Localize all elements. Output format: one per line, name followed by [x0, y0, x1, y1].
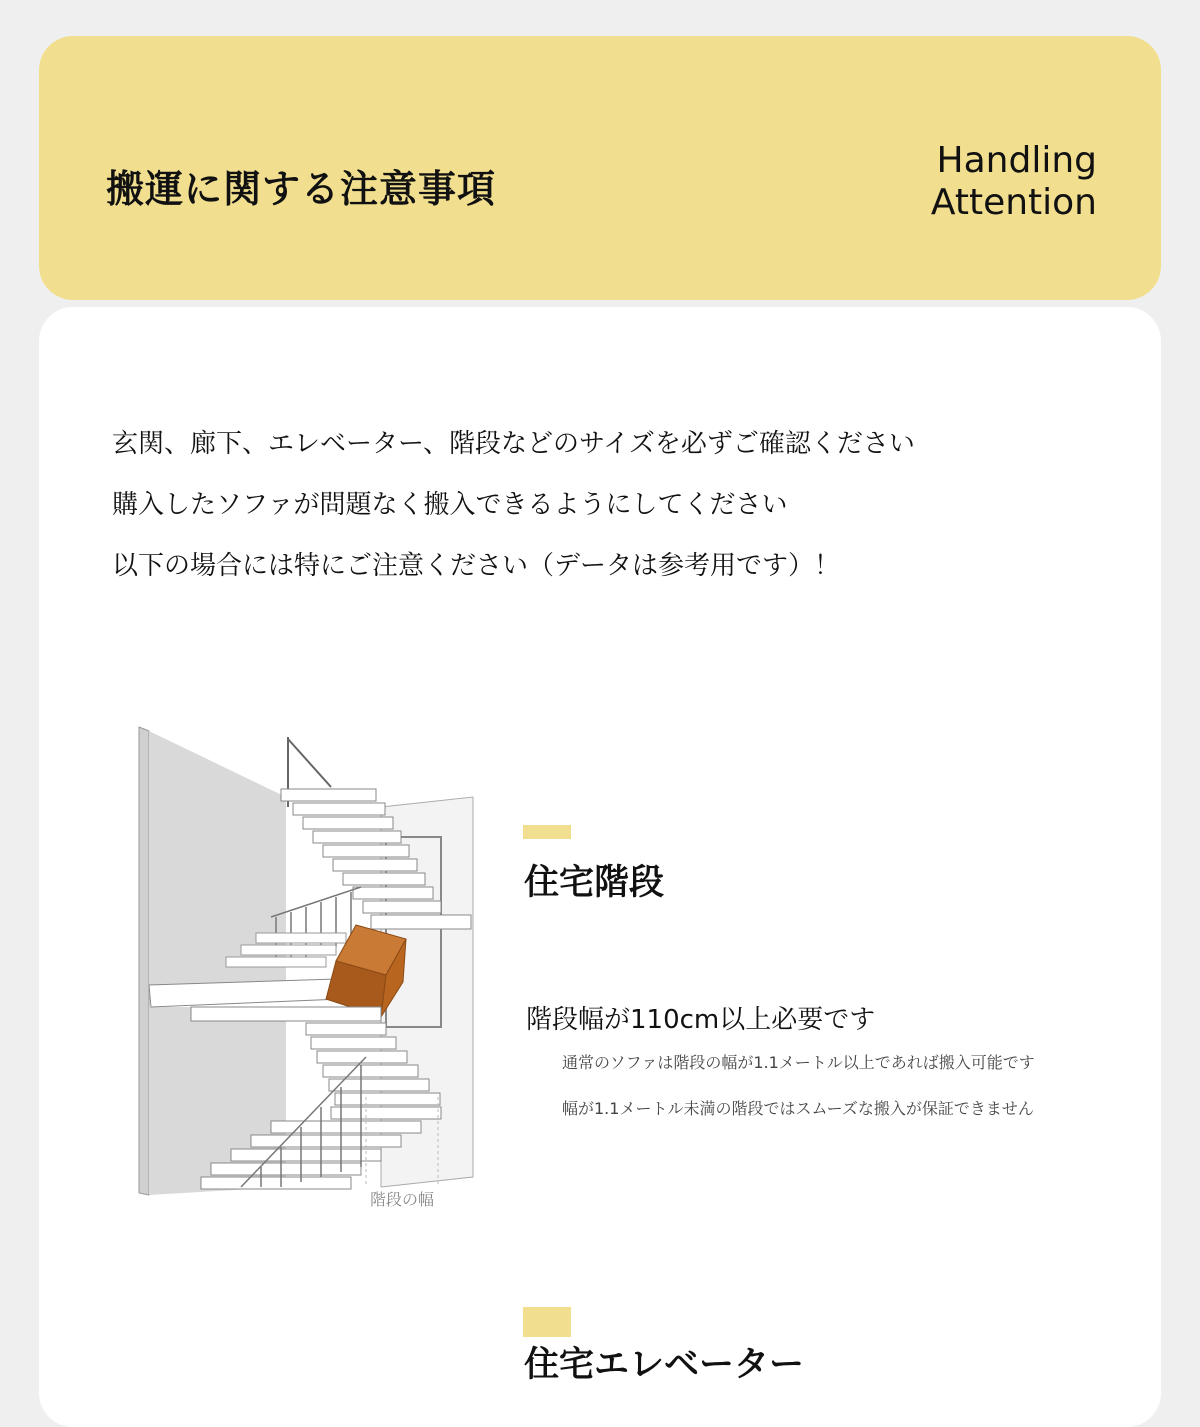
elevator-section-title: 住宅エレベーター — [524, 1345, 805, 1385]
intro-line: 玄関、廊下、エレベーター、階段などのサイズを必ずご確認ください — [112, 429, 915, 459]
staircase-illustration — [131, 717, 491, 1217]
intro-text — [112, 429, 915, 612]
intro-line: 購入したソファが問題なく搬入できるようにしてください — [112, 490, 788, 520]
stairs-section-accent — [523, 825, 571, 839]
intro-line: 以下の場合には特にご注意ください（データは参考用です）！ — [112, 551, 841, 581]
title-en-line1: Handling — [936, 140, 1097, 181]
stairs-note: 通常のソファは階段の幅が1.1メートル以上であれば搬入可能です — [562, 1053, 1035, 1072]
page-title: 搬運に関する注意事項 — [106, 167, 497, 211]
elevator-section-accent — [523, 1307, 571, 1337]
stairs-section-title: 住宅階段 — [524, 863, 665, 903]
title-en-line2: Attention — [930, 182, 1097, 223]
content-card — [39, 307, 1161, 1427]
page-title-english — [931, 140, 1097, 224]
stairs-requirement: 階段幅が110cm以上必要です — [526, 1005, 876, 1035]
stairs-note: 幅が1.1メートル未満の階段ではスムーズな搬入が保証できません — [562, 1099, 1034, 1118]
stair-width-label: 階段の幅 — [370, 1190, 435, 1209]
header-banner — [39, 36, 1161, 300]
